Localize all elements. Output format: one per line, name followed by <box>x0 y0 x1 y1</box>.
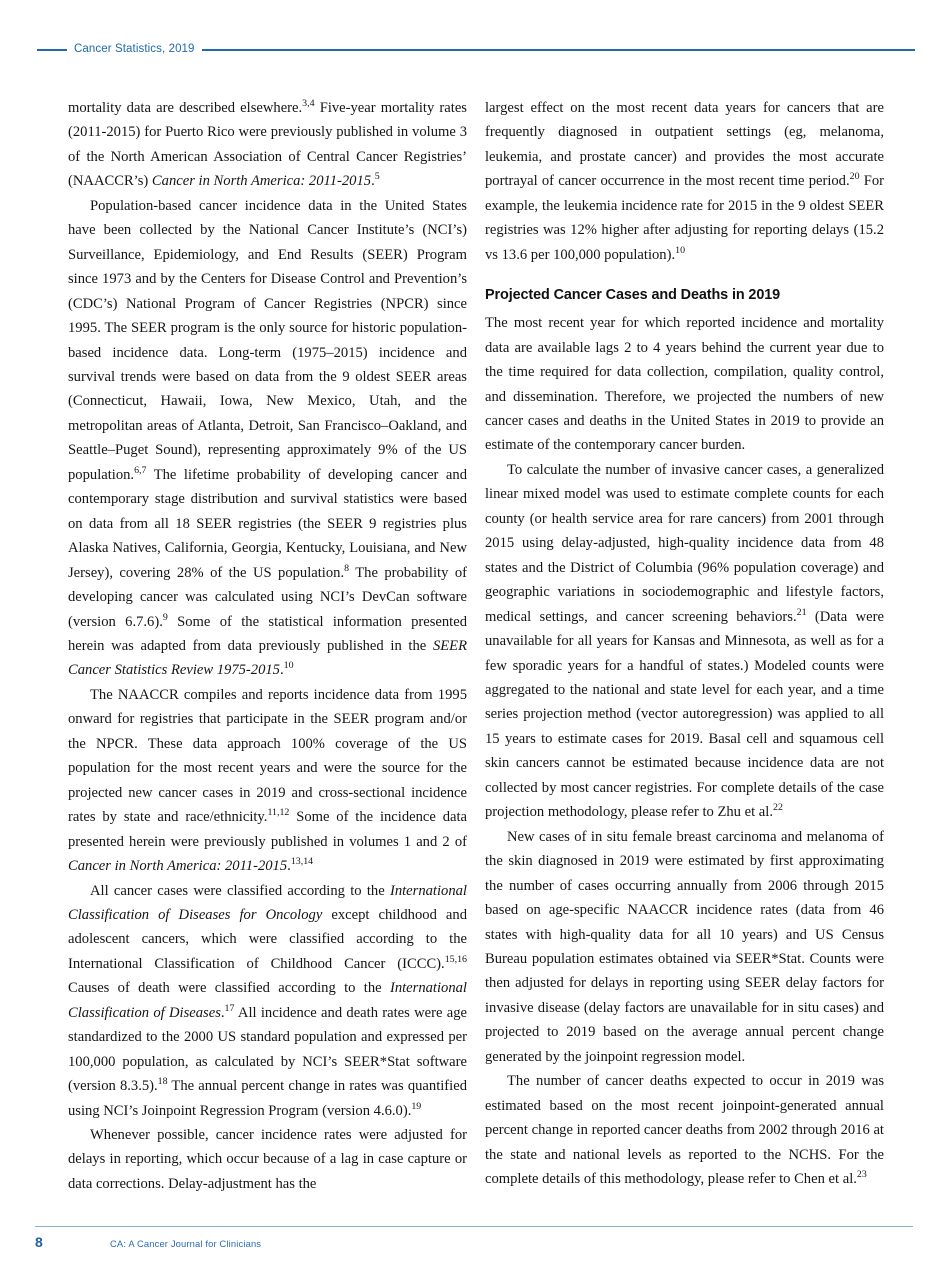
heading-spacer-before <box>485 267 884 285</box>
paragraph: The NAACCR compiles and reports incidence data from 1995 onward for registries that participate in the SEER program and/or the NPCR. These data approach 100% coverage of the US population for the most recent years and were the source for the projected new cancer cases in 2019 and cross-sectional incidence rates by state and race/ethnicity.$^{11,12}$ Some of the incidence data presented herein were previously published in volumes 1 and 2 of Cancer in North America: 2011-2015.$^{13,14}$ <box>68 686 467 875</box>
running-head <box>37 42 915 58</box>
right-column <box>485 96 884 1192</box>
paragraph: All cancer cases were classified according to the International Classification of Diseases for Oncology except childhood and adolescent cancers, which were classified according to the International Classification of Childhood Cancer (ICCC).$^{15,16}$ Causes of death were classified according to the International Classification of Diseases.$^{17}$ All incidence and death rates were age standardized to the 2000 US standard population and expressed per 100,000 population, as calculated by NCI’s SEER*Stat software (version 8.3.5).$^{18}$ The annual percent change in rates was quantified using NCI’s Joinpoint Regression Program (version 4.6.0).$^{19}$ <box>68 882 467 1119</box>
paragraph: The most recent year for which reported incidence and mortality data are available lags 2 to 4 years behind the current year due to the time required for data collection, compilation, quality control, and dissemination. Therefore, we projected the numbers of new cancer cases and deaths in the United States in 2019 to provide an estimate of the contemporary cancer burden. <box>485 315 884 454</box>
paragraph: New cases of in situ female breast carcinoma and melanoma of the skin diagnosed in 2019 were estimated by first approximating the number of cases occurring annually from 2006 through 2015 based on age-specific NAACCR incidence rates (data from 46 states with high-quality data for all 10 years) and US Census Bureau population estimates obtained via SEER*Stat. Counts were then adjusted for delays in reporting using SEER delay factors for invasive disease (delay factors are unavailable for in situ cases) and projected to 2019 based on the average annual percent change generated by the joinpoint regression model. <box>485 828 884 1065</box>
paragraph: The number of cancer deaths expected to occur in 2019 was estimated based on the most recent joinpoint-generated annual percent change in reported cancer deaths from 2002 through 2016 at the state and national levels as reported to the NCHS. For the complete details of this methodology, please refer to Chen et al.$^{23}$ <box>485 1073 884 1188</box>
paragraph: largest effect on the most recent data years for cancers that are frequently diagnosed in outpatient settings (eg, melanoma, leukemia, and prostate cancer) and provides the most accurate portrayal of cancer occurrence in the most recent time period.$^{20}$ For example, the leukemia incidence rate for 2015 in the 9 oldest SEER registries was 12% higher after adjusting for reporting delays (15.2 vs 13.6 per 100,000 population).$^{10}$ <box>485 100 885 263</box>
running-head-rule-left <box>37 49 67 51</box>
section-heading: Projected Cancer Cases and Deaths in 2019 <box>485 287 781 304</box>
left-column <box>68 96 467 1192</box>
footer-row <box>35 1234 913 1250</box>
paragraph: To calculate the number of invasive cancer cases, a generalized linear mixed model was used to estimate complete counts for each county (or health service area for rare cancers) from 2001 through 2015 using delay-adjusted, high-quality incidence data from 48 states and the District of Columbia (96% population coverage) and geographic variations in sociodemographic and lifestyle factors, medical settings, and cancer screening behaviors.$^{21}$ (Data were unavailable for all years for Kansas and Minnesota, as well as for a few sporadic years for a handful of states.) Modeled counts were aggregated to the national and state level for each year, and a time series projection method (vector autoregression) was applied to all 15 years to estimate cases for 2019. Basal cell and squamous cell skin cancers cannot be estimated because incidence data are not collected by most cancer registries. For complete details of the case projection methodology, please refer to Zhu et al.$^{22}$ <box>485 461 884 821</box>
page-footer <box>35 1226 913 1250</box>
running-head-title: Cancer Statistics, 2019 <box>74 42 195 55</box>
running-head-rule-right <box>202 49 915 51</box>
page-number: 8 <box>35 1234 43 1251</box>
article-body <box>68 96 884 1192</box>
journal-name: CA: A Cancer Journal for Clinicians <box>110 1238 262 1250</box>
paragraph: Population-based cancer incidence data in the United States have been collected by the National Cancer Institute’s (NCI’s) Surveillance, Epidemiology, and End Results (SEER) Program since 1973 and by the Centers for Disease Control and Prevention’s (CDC’s) National Program of Cancer Registries (NPCR) since 1995. The SEER program is the only source for historic population-based incidence data. Long-term (1975–2015) incidence and survival trends were based on data from the 9 oldest SEER areas (Connecticut, Hawaii, Iowa, New Mexico, Utah, and the metropolitan areas of Atlanta, Detroit, San Francisco–Oakland, and Seattle–Puget Sound), representing approximately 9% of the US population.$^{6,7}$ The lifetime probability of developing cancer and contemporary stage distribution and survival statistics were based on data from all 18 SEER registries (the SEER 9 registries plus Alaska Natives, California, Georgia, Kentucky, Louisiana, and New Jersey), covering 28% of the US population.$^8$ The probability of developing cancer was calculated using NCI’s DevCan software (version 6.7.6).$^9$ Some of the statistical information presented herein was adapted from data previously published in the SEER Cancer Statistics Review 1975-2015.10 <box>68 197 467 679</box>
footer-rule <box>35 1226 913 1227</box>
paragraph: mortality data are described elsewhere.$^{3,4}$ Five-year mortality rates (2011-2015) for Puerto Rico were previously published in volume 3 of the North American Association of Central Cancer Registries’ (NAACCR’s) Cancer in North America: 2011-2015.$^5$ <box>68 98 467 190</box>
paragraph: Whenever possible, cancer incidence rates were adjusted for delays in reporting, which occur because of a lag in case capture or data corrections. Delay-adjustment has the <box>68 1127 467 1192</box>
